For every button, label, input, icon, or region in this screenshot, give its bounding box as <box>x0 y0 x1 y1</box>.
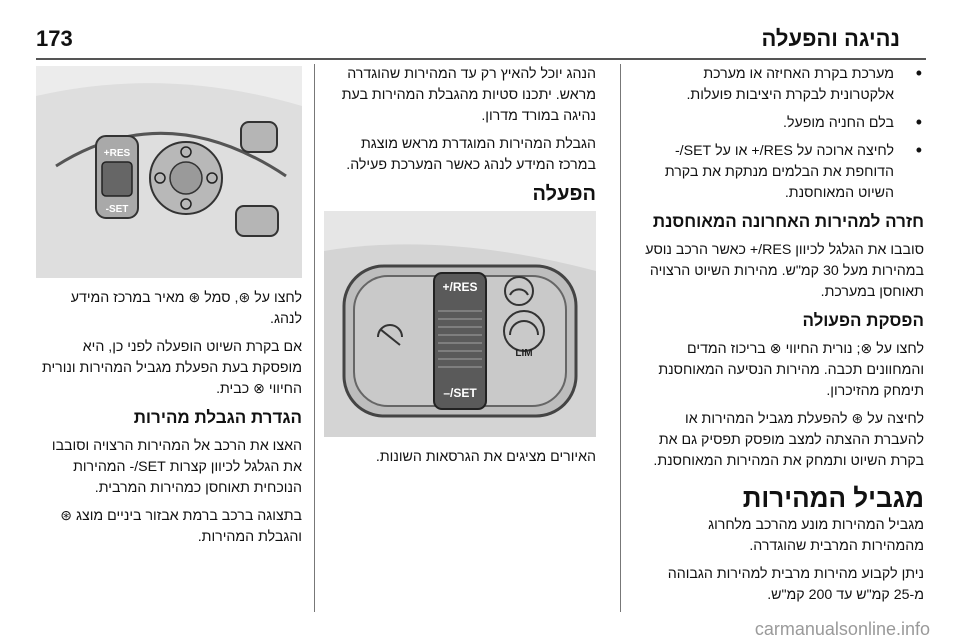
set-minus-label-a: SET- <box>105 204 129 215</box>
paragraph-off-2: לחיצה על ⊛ להפעלת מגביל המהירות או להעברת ההצתה למצב מופסק תפסיק גם את בקרת השיוט ותמחק את המהירות המאוחסנת. <box>653 411 924 469</box>
right-column <box>642 64 924 613</box>
paragraph-resume: סובבו את הגלגל לכיוון RES/+ כאשר הרכב נוסע במהירות מעל 30 קמ"ש. מהירות השיוט הרצויה תאוחסן במערכת. <box>645 242 924 300</box>
heading-resume: חזרה למהירות האחרונה המאוחסנת <box>652 212 924 231</box>
bullet-item: • בלם החניה מופעל. <box>642 113 924 134</box>
steering-controls-figure-b <box>324 211 596 437</box>
paragraph-left-1: לחצו על ⊛, סמל ⊛ מאיר במרכז המידע לנהג. <box>70 290 302 327</box>
paragraph-off-1: לחצו על ⊗; נורית החיווי ⊗ בריכוז המדים והמחוונים תכבה. מהירות הנסיעה המאוחסנת תימחק מהזיכרון. <box>658 341 924 399</box>
page-number: 173 <box>36 26 73 51</box>
heading-set-limit: הגדרת הגבלת מהירות <box>133 408 302 427</box>
steering-controls-figure-a <box>36 66 302 278</box>
column-divider-right <box>620 64 621 612</box>
steering-wheel-illustration <box>324 211 596 437</box>
bullet-item: • מערכת בקרת האחיזה או מערכת אלקטרונית לבקרת היציבות פועלות. <box>642 64 924 106</box>
left-column <box>36 64 302 555</box>
lim-label: LIM <box>515 348 533 359</box>
bullet-item: • לחיצה ארוכה על RES/+ או על SET/- הדוחפת את הבלמים מנתקת את בקרת השיוט המאוחסנת. <box>642 141 924 204</box>
res-plus-label-a: RES+ <box>103 148 131 159</box>
paragraph-left-2: אם בקרת השיוט הופעלה לפני כן, היא מופסקת בעת הפעלת מגביל המהירות ונורית החיווי ⊗ כבית. <box>41 339 302 397</box>
res-plus-label: RES/+ <box>442 280 478 294</box>
set-minus-label: SET/– <box>443 386 477 400</box>
figure-caption: האיורים מציגים את הגרסאות השונות. <box>375 449 596 465</box>
steering-wheel-illustration-a <box>36 66 302 278</box>
paragraph-limiter-2: ניתן לקבוע מהירות מרבית למהירות הגבוהה מ-25 קמ"ש עד 200 קמ"ש. <box>667 566 924 603</box>
paragraph-mid-2: הגבלת המהירות המוגדרת מראש מוצגת במרכז המידע לנהג כאשר המערכת פעילה. <box>346 136 596 173</box>
heading-activate: הפעלה <box>532 183 596 205</box>
page-title: נהיגה והפעלה <box>761 26 900 51</box>
middle-column <box>324 64 596 475</box>
heading-speed-limiter: מגביל המהירות <box>742 483 924 513</box>
paragraph-mid-1: הנהג יוכל להאיץ רק עד המהירות שהוגדרה מראש. יתכנו סטיות מהגבלת המהירות בעת נהיגה במורד מדרון. <box>341 66 596 124</box>
header-rule <box>36 58 926 60</box>
page-header <box>0 0 960 60</box>
paragraph-set: האצו את הרכב אל המהירות הרצויה וסובבו את הגלגל לכיוון קצרות SET/- המהירות הנוכחית תאוחסן כמהירות המרבית. <box>51 438 302 496</box>
column-divider-left <box>314 64 315 612</box>
watermark: carmanualsonline.info <box>754 619 930 639</box>
paragraph-set-2: בתצוגה ברכב ברמת אבזור ביניים מוצג ⊛ והגבלת המהירות. <box>60 508 302 545</box>
heading-off: הפסקת הפעולה <box>802 311 924 330</box>
paragraph-limiter-1: מגביל המהירות מונע מהרכב מלחרוג מהמהירות המרבית שהוגדרה. <box>708 517 924 554</box>
